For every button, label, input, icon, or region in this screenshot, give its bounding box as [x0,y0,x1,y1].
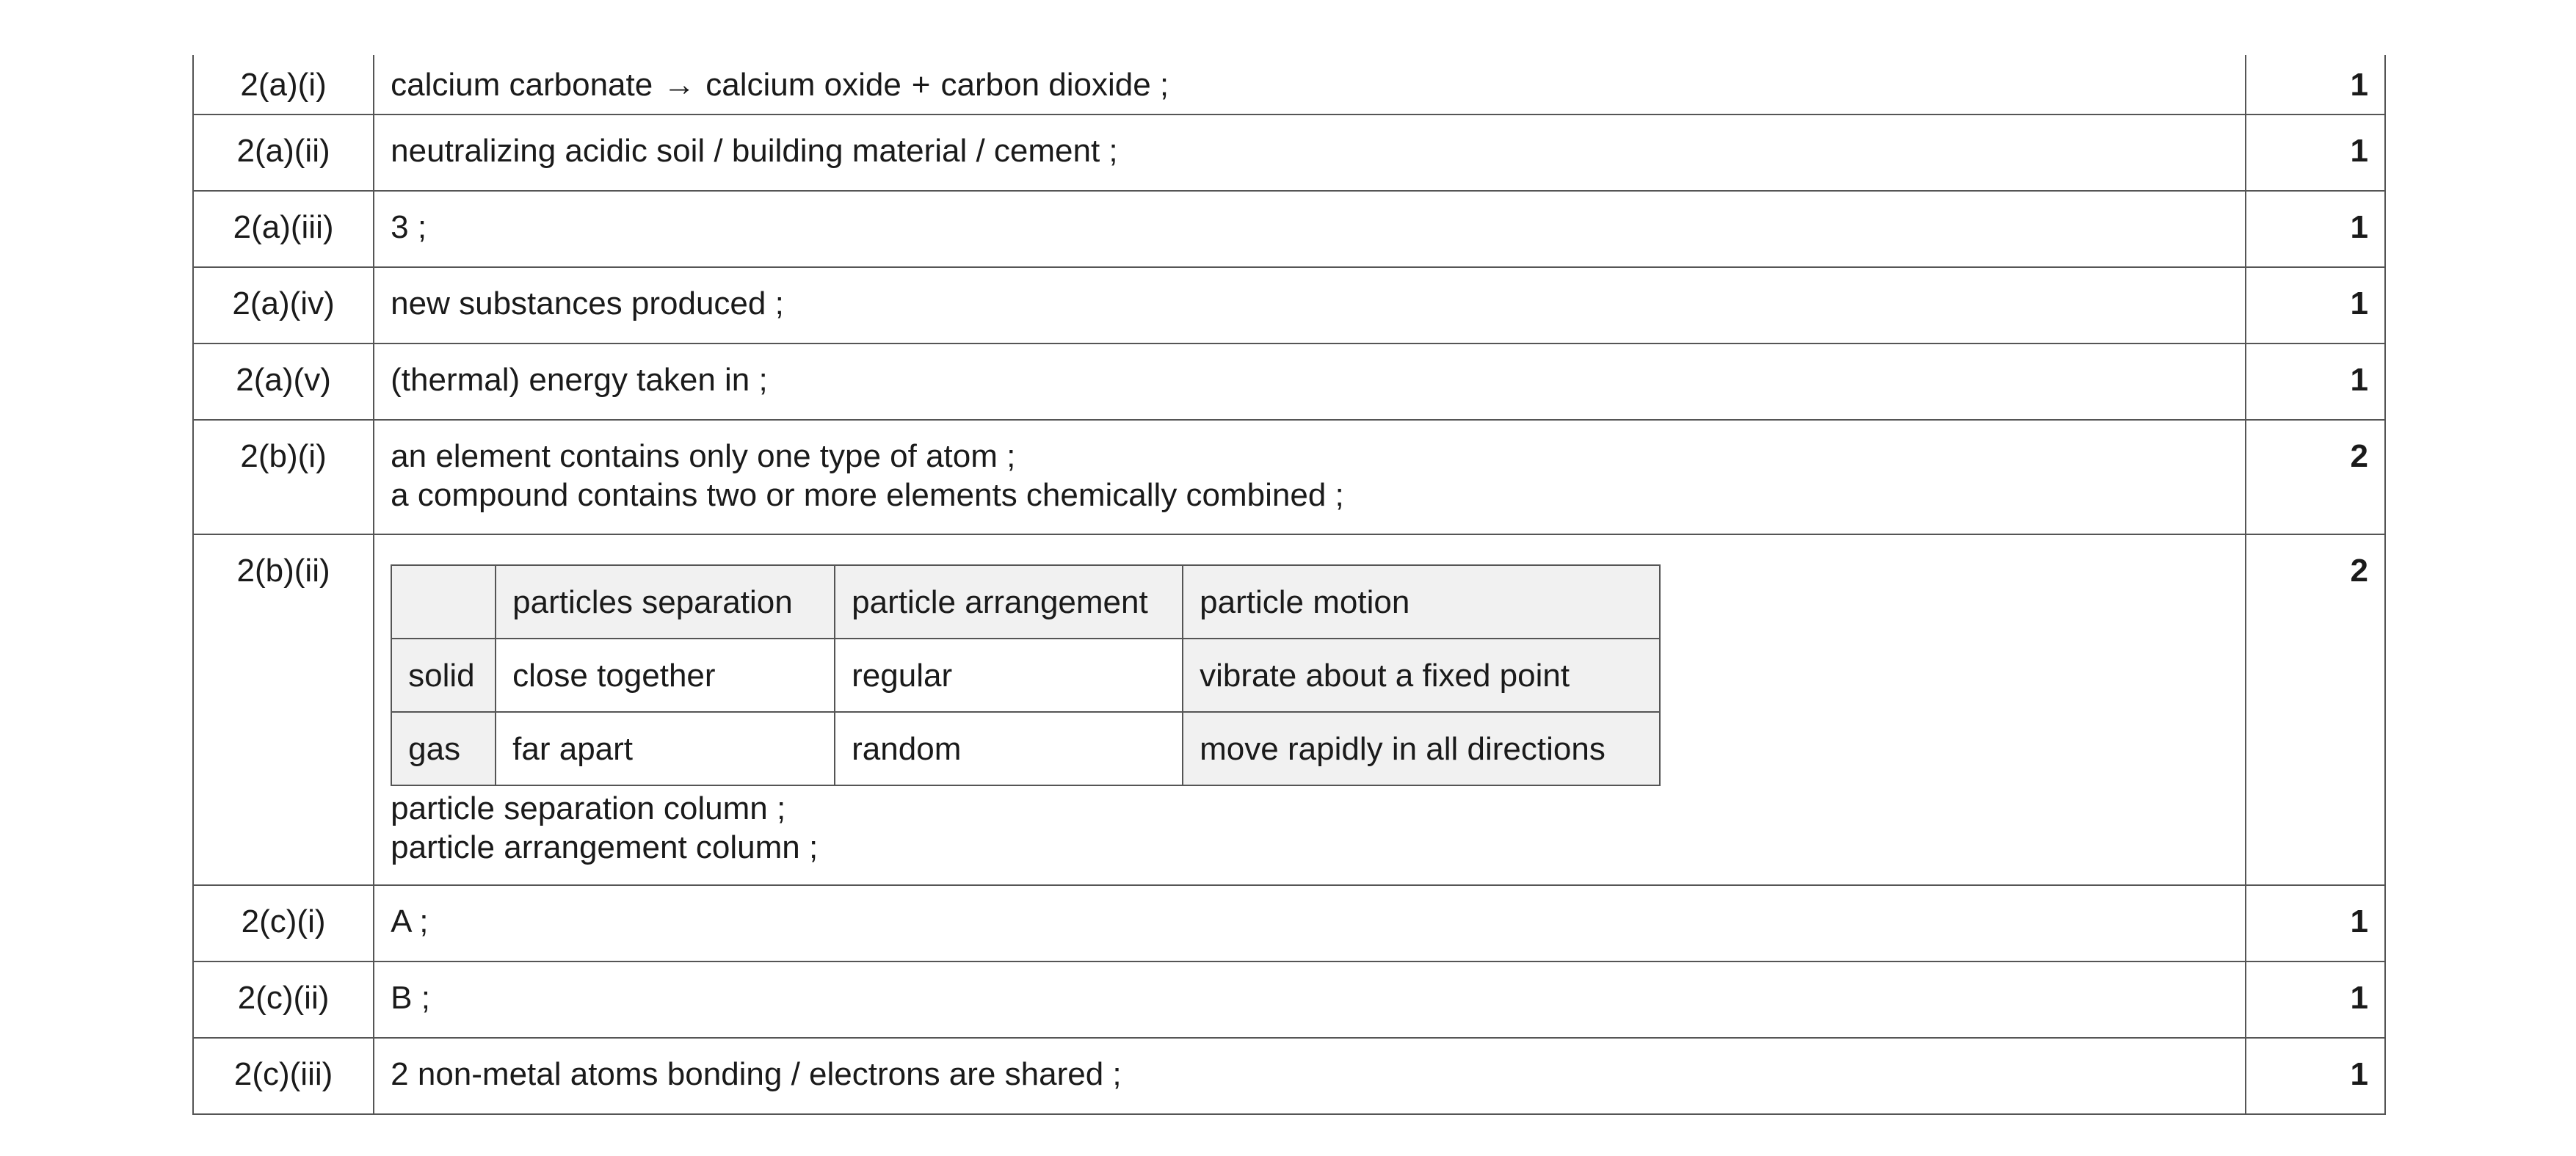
question-number-cell [193,55,374,114]
answer-line: an element contains only one type of atom ; [391,438,1016,474]
marking-note: particle separation column ; [391,790,786,826]
answer-cell [374,55,2246,114]
marks-value: 1 [2350,133,2368,169]
table-row [193,114,2385,191]
answer-cell [374,420,2246,534]
answer-cell [374,114,2246,191]
marks-value: 1 [2350,286,2368,321]
table-row [193,191,2385,267]
question-number: 2(c)(ii) [237,980,330,1016]
marks-value: 1 [2350,362,2368,398]
particles-header-row [391,565,1660,639]
arrangement-cell: random [835,712,1183,785]
product-2: carbon dioxide ; [940,66,1169,103]
question-number: 2(b)(i) [240,438,327,474]
question-number-cell [193,114,374,191]
question-number-cell [193,885,374,961]
arrangement-cell: regular [835,639,1183,712]
answer-text [391,65,1169,104]
particles-header-cell: particle motion [1183,565,1660,639]
separation-cell: far apart [496,712,835,785]
answer-cell [374,343,2246,420]
marks-cell [2246,267,2385,343]
question-number-cell [193,191,374,267]
reactant: calcium carbonate [391,66,653,103]
motion-cell: vibrate about a fixed point [1183,639,1660,712]
marks-value: 1 [2350,980,2368,1016]
question-number: 2(c)(i) [241,904,326,939]
answer-text: B ; [391,980,430,1016]
particles-header-cell [391,565,496,639]
marks-value: 2 [2350,438,2368,474]
marks-value: 2 [2350,553,2368,589]
question-number: 2(a)(iv) [232,286,335,321]
question-number: 2(c)(iii) [233,1056,333,1092]
answer-cell [374,1038,2246,1114]
answer-text: new substances produced ; [391,286,784,321]
table-row [193,885,2385,961]
table-row [193,420,2385,534]
answer-text: 3 ; [391,209,427,245]
marks-cell [2246,343,2385,420]
question-number-cell [193,1038,374,1114]
arrow-icon: → [663,66,696,103]
particles-row-solid [391,639,1660,712]
question-number-cell [193,343,374,420]
answer-text: neutralizing acidic soil / building material / cement ; [391,133,1118,169]
question-number-cell [193,961,374,1038]
question-number: 2(a)(v) [236,362,331,398]
question-number-cell [193,420,374,534]
motion-cell: move rapidly in all directions [1183,712,1660,785]
answer-cell [374,534,2246,885]
particles-table [391,564,1661,786]
table-row [193,1038,2385,1114]
question-number-cell [193,534,374,885]
particles-row-gas [391,712,1660,785]
mark-scheme-table [192,55,2386,1115]
marks-cell [2246,114,2385,191]
marks-value: 1 [2350,1056,2368,1092]
table-row [193,343,2385,420]
table-row [193,534,2385,885]
table-row [193,55,2385,114]
marking-note: particle arrangement column ; [391,829,819,865]
question-number: 2(a)(ii) [236,133,330,169]
question-number: 2(a)(iii) [233,209,334,245]
particles-header-cell: particle arrangement [835,565,1183,639]
marks-value: 1 [2350,209,2368,245]
state-cell: solid [391,639,496,712]
marks-cell [2246,55,2385,114]
marks-cell [2246,1038,2385,1114]
answer-cell [374,961,2246,1038]
answer-text: (thermal) energy taken in ; [391,362,768,398]
marks-cell [2246,961,2385,1038]
question-number: 2(b)(ii) [236,553,330,589]
marks-cell [2246,191,2385,267]
separation-cell: close together [496,639,835,712]
marks-value: 1 [2350,66,2368,103]
answer-cell [374,267,2246,343]
table-row [193,961,2385,1038]
answer-cell [374,885,2246,961]
answer-line: a compound contains two or more elements chemically combined ; [391,477,1344,513]
table-row [193,267,2385,343]
plus-sign: + [911,66,931,103]
answer-cell [374,191,2246,267]
answer-text: A ; [391,904,429,939]
marks-cell [2246,534,2385,885]
answer-text: 2 non-metal atoms bonding / electrons are shared ; [391,1056,1122,1092]
marking-notes [391,789,2229,867]
marks-value: 1 [2350,904,2368,939]
particles-header-cell: particles separation [496,565,835,639]
question-number: 2(a)(i) [240,66,327,103]
product-1: calcium oxide [705,66,901,103]
marks-cell [2246,420,2385,534]
marks-cell [2246,885,2385,961]
question-number-cell [193,267,374,343]
state-cell: gas [391,712,496,785]
